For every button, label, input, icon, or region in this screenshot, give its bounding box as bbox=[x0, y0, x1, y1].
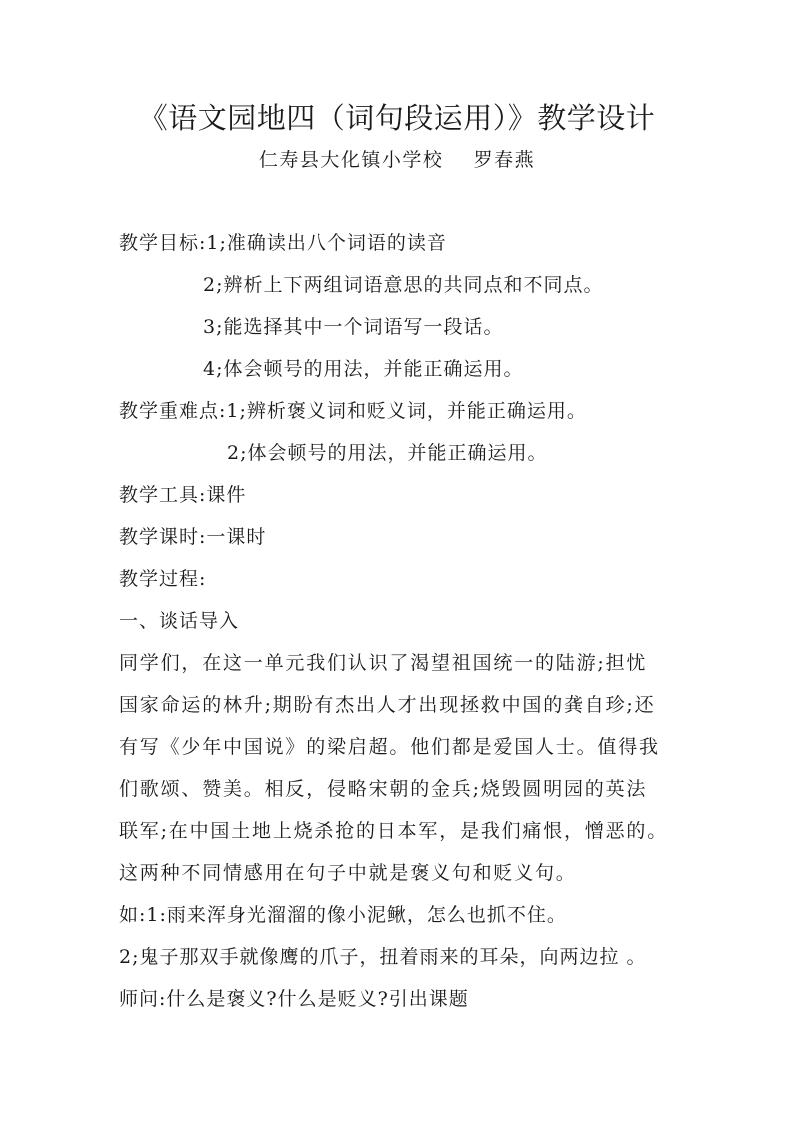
paragraph-line: 这两种不同情感用在句子中就是褒义句和贬义句。 bbox=[119, 862, 577, 884]
example-sentence-1: 如:1:雨来浑身光溜溜的像小泥鳅，怎么也抓不住。 bbox=[119, 904, 567, 926]
paragraph-line: 国家命运的林升;期盼有杰出人才出现拯救中国的龚自珍;还 bbox=[119, 694, 656, 716]
teaching-goal-3: 3;能选择其中一个词语写一段话。 bbox=[203, 316, 504, 338]
paragraph-line: 有写《少年中国说》的梁启超。他们都是爱国人士。值得我 bbox=[119, 736, 660, 758]
author-byline: 仁寿县大化镇小学校 罗春燕 bbox=[258, 149, 536, 171]
teaching-goals-line: 教学目标:1;准确读出八个词语的读音 bbox=[119, 232, 447, 254]
key-points-line: 教学重难点:1;辨析褒义词和贬义词，并能正确运用。 bbox=[119, 400, 587, 422]
section-heading: 一、谈话导入 bbox=[119, 610, 240, 632]
class-time: 教学课时:一课时 bbox=[119, 526, 267, 548]
example-sentence-2: 2;鬼子那双手就像鹰的爪子，扭着雨来的耳朵，向两边拉 。 bbox=[119, 946, 647, 968]
paragraph-line: 们歌颂、赞美。相反，侵略宋朝的金兵;烧毁圆明园的英法 bbox=[119, 778, 648, 800]
teaching-tools: 教学工具:课件 bbox=[119, 484, 247, 506]
teaching-goal-4: 4;体会顿号的用法，并能正确运用。 bbox=[203, 358, 524, 380]
paragraph-line: 同学们，在这一单元我们认识了渴望祖国统一的陆游;担忧 bbox=[119, 652, 648, 674]
paragraph-line: 联军;在中国土地上烧杀抢的日本军，是我们痛恨，憎恶的。 bbox=[119, 820, 669, 842]
process-label: 教学过程: bbox=[119, 568, 207, 590]
teaching-goal-2: 2;辨析上下两组词语意思的共同点和不同点。 bbox=[203, 274, 604, 296]
teacher-question: 师问:什么是褒义?什么是贬义?引出课题 bbox=[119, 988, 469, 1010]
document-title: 《语文园地四（词句段运用）》教学设计 bbox=[138, 101, 656, 135]
key-point-2: 2;体会顿号的用法，并能正确运用。 bbox=[227, 442, 548, 464]
